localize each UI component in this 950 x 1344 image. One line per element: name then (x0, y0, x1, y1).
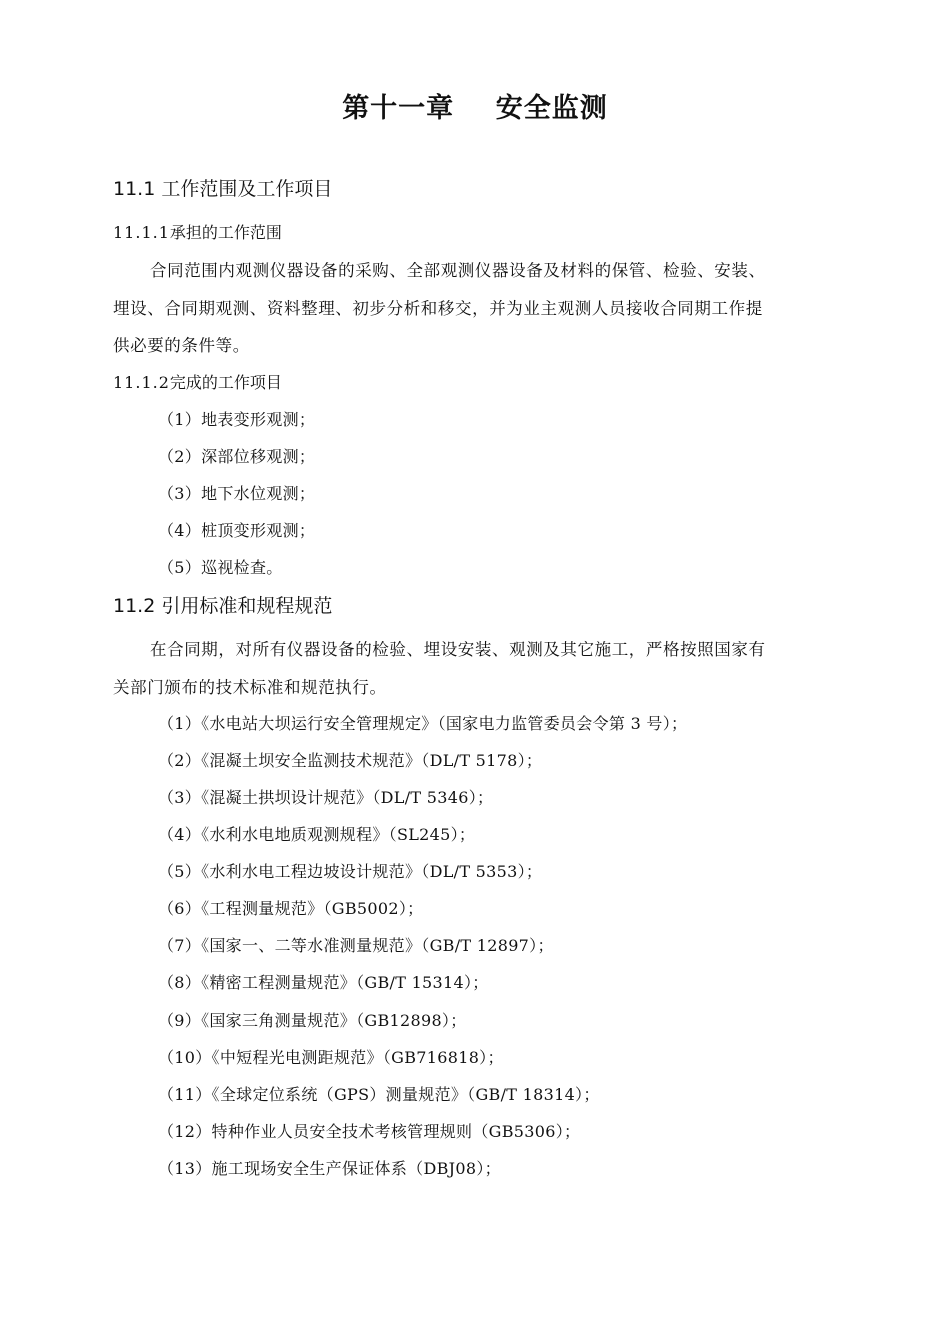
subsection-title: 完成的工作项目 (169, 373, 282, 392)
paragraph-line: 供必要的条件等。 (113, 336, 250, 355)
standard-item: （4）《水利水电地质观测规程》（SL245）； (158, 825, 476, 844)
work-item: （1）地表变形观测； (158, 410, 316, 429)
paragraph-line: 埋设、合同期观测、资料整理、初步分析和移交，并为业主观测人员接收合同期工作提 (113, 299, 763, 318)
paragraph-line: 合同范围内观测仪器设备的采购、全部观测仪器设备及材料的保管、检验、安装、 (150, 261, 766, 280)
work-item: （4）桩顶变形观测； (158, 521, 316, 540)
section-heading-11-2: 11.2 引用标准和规程规范 (113, 595, 333, 617)
standard-item: （9）《国家三角测量规范》（GB12898）； (158, 1011, 467, 1030)
paragraph-line: 在合同期，对所有仪器设备的检验、埋设安装、观测及其它施工，严格按照国家有 (150, 640, 766, 659)
standard-item: （11）《全球定位系统（GPS）测量规范》（GB/T 18314）； (158, 1085, 600, 1104)
standard-item: （2）《混凝土坝安全监测技术规范》（DL/T 5178）； (158, 751, 543, 770)
standard-item: （3）《混凝土拱坝设计规范》（DL/T 5346）； (158, 788, 494, 807)
subsection-title: 承担的工作范围 (169, 223, 282, 242)
subsection-heading-11-1-1 (113, 220, 282, 243)
standard-item: （10）《中短程光电测距规范》（GB716818）； (158, 1048, 504, 1067)
standard-item: （13）施工现场安全生产保证体系（DBJ08）； (158, 1159, 501, 1178)
standard-item: （6）《工程测量规范》（GB5002）； (158, 899, 424, 918)
work-item: （5）巡视检查。 (158, 558, 283, 577)
standard-item: （1）《水电站大坝运行安全管理规定》（国家电力监管委员会令第 3 号）； (158, 714, 688, 733)
work-item: （3）地下水位观测； (158, 484, 316, 503)
subsection-heading-11-1-2 (113, 370, 282, 393)
subsection-number: 11.1.2 (113, 373, 170, 392)
work-item: （2）深部位移观测； (158, 447, 316, 466)
standard-item: （7）《国家一、二等水准测量规范》（GB/T 12897）； (158, 936, 554, 955)
section-heading-11-1: 11.1 工作范围及工作项目 (113, 178, 333, 200)
standard-item: （8）《精密工程测量规范》（GB/T 15314）； (158, 973, 489, 992)
standard-item: （12）特种作业人员安全技术考核管理规则（GB5306）； (158, 1122, 581, 1141)
paragraph-line: 关部门颁布的技术标准和规范执行。 (113, 678, 387, 697)
standard-item: （5）《水利水电工程边坡设计规范》（DL/T 5353）； (158, 862, 543, 881)
chapter-title: 第十一章 安全监测 (342, 93, 608, 124)
subsection-number: 11.1.1 (113, 223, 170, 242)
